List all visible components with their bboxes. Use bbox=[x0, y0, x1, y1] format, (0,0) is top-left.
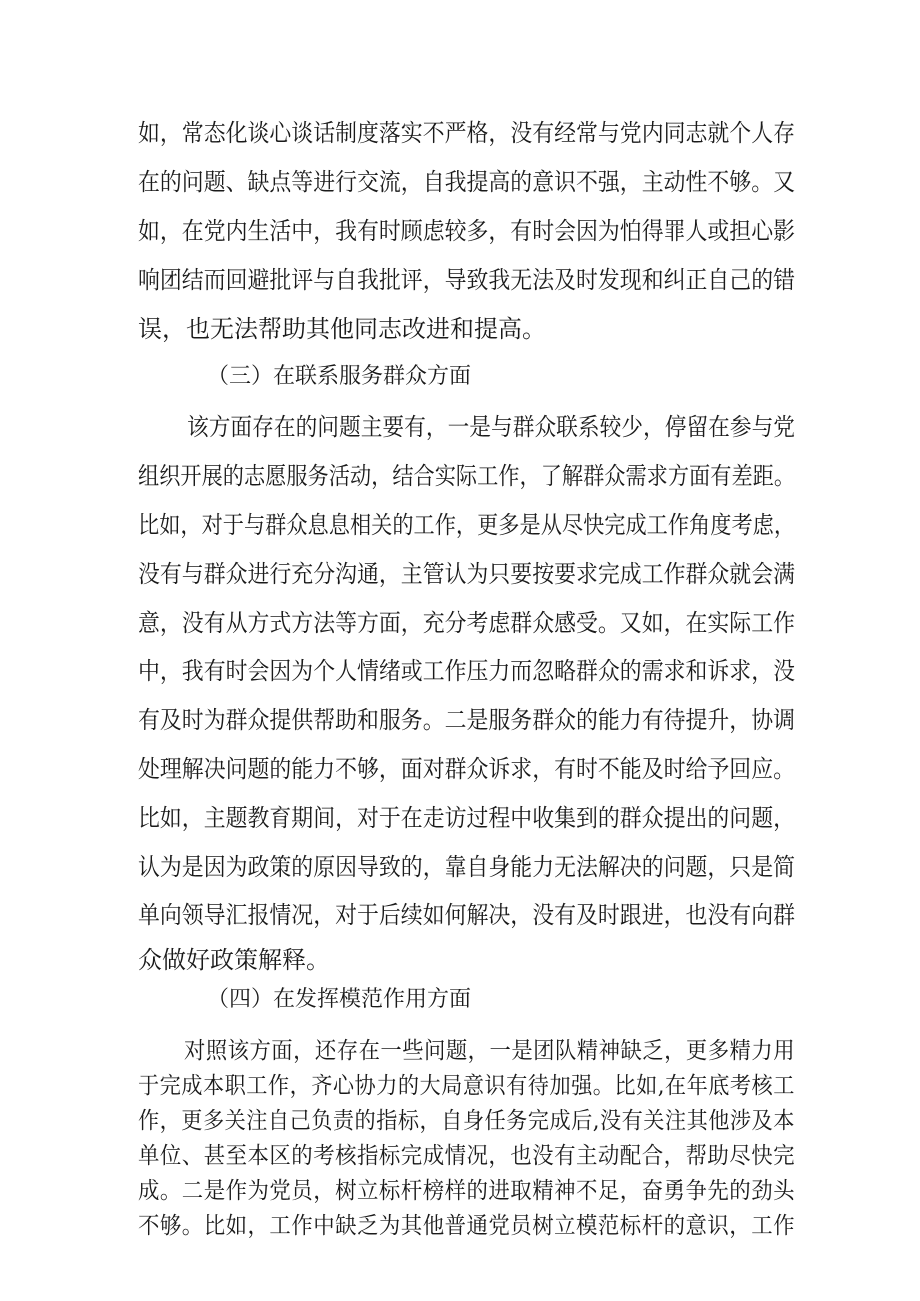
section-heading-4: （四）在发挥模范作用方面 bbox=[207, 987, 472, 1012]
paragraph-2-line: 意，没有从方式方法等方面，充分考虑群众感受。又如，在实际工作 bbox=[138, 609, 795, 637]
paragraph-2-line: 有及时为群众提供帮助和服务。二是服务群众的能力有待提升，协调 bbox=[138, 706, 795, 734]
paragraph-1-line: 响团结而回避批评与自我批评，导致我无法及时发现和纠正自己的错 bbox=[138, 266, 795, 294]
paragraph-2-line: 单向领导汇报情况，对于后续如何解决，没有及时跟进，也没有向群 bbox=[138, 901, 795, 929]
paragraph-2-line: 该方面存在的问题主要有，一是与群众联系较少，停留在参与党 bbox=[187, 413, 796, 441]
paragraph-2-line: 中，我有时会因为个人情绪或工作压力而忽略群众的需求和诉求，没 bbox=[138, 657, 795, 685]
paragraph-3-line: 成。二是作为党员，树立标杆榜样的进取精神不足，奋勇争先的劲头 bbox=[138, 1178, 795, 1204]
paragraph-1-line: 如，在党内生活中，我有时顾虑较多，有时会因为怕得罪人或担心影 bbox=[138, 217, 795, 245]
paragraph-1-line: 在的问题、缺点等进行交流，自我提高的意识不强，主动性不够。又 bbox=[138, 168, 795, 196]
section-heading-3: （三）在联系服务群众方面 bbox=[207, 364, 472, 389]
paragraph-3-line: 对照该方面，还存在一些问题，一是团队精神缺乏，更多精力用 bbox=[184, 1038, 796, 1064]
paragraph-1-line: 如，常态化谈心谈话制度落实不严格，没有经常与党内同志就个人存 bbox=[138, 119, 795, 147]
paragraph-3-line: 单位、甚至本区的考核指标完成情况，也没有主动配合，帮助尽快完 bbox=[138, 1143, 795, 1169]
paragraph-2-line: 众做好政策解释。 bbox=[138, 946, 330, 974]
paragraph-3-line: 于完成本职工作，齐心协力的大局意识有待加强。比如,在年底考核工 bbox=[138, 1073, 795, 1099]
paragraph-2-line: 处理解决问题的能力不够，面对群众诉求，有时不能及时给予回应。 bbox=[138, 755, 795, 783]
paragraph-3-line: 不够。比如，工作中缺乏为其他普通党员树立模范标杆的意识，工作 bbox=[138, 1213, 795, 1239]
paragraph-2-line: 没有与群众进行充分沟通，主管认为只要按要求完成工作群众就会满 bbox=[138, 560, 795, 588]
paragraph-2-line: 认为是因为政策的原因导致的，靠自身能力无法解决的问题，只是简 bbox=[138, 853, 795, 881]
paragraph-3-line: 作，更多关注自己负责的指标，自身任务完成后,没有关注其他涉及本 bbox=[138, 1108, 795, 1134]
paragraph-2-line: 组织开展的志愿服务活动，结合实际工作，了解群众需求方面有差距。 bbox=[138, 462, 796, 490]
paragraph-1-line: 误，也无法帮助其他同志改进和提高。 bbox=[138, 315, 546, 343]
paragraph-2-line: 比如，主题教育期间，对于在走访过程中收集到的群众提出的问题， bbox=[138, 804, 795, 832]
paragraph-2-line: 比如，对于与群众息息相关的工作，更多是从尽快完成工作角度考虑， bbox=[138, 511, 796, 539]
